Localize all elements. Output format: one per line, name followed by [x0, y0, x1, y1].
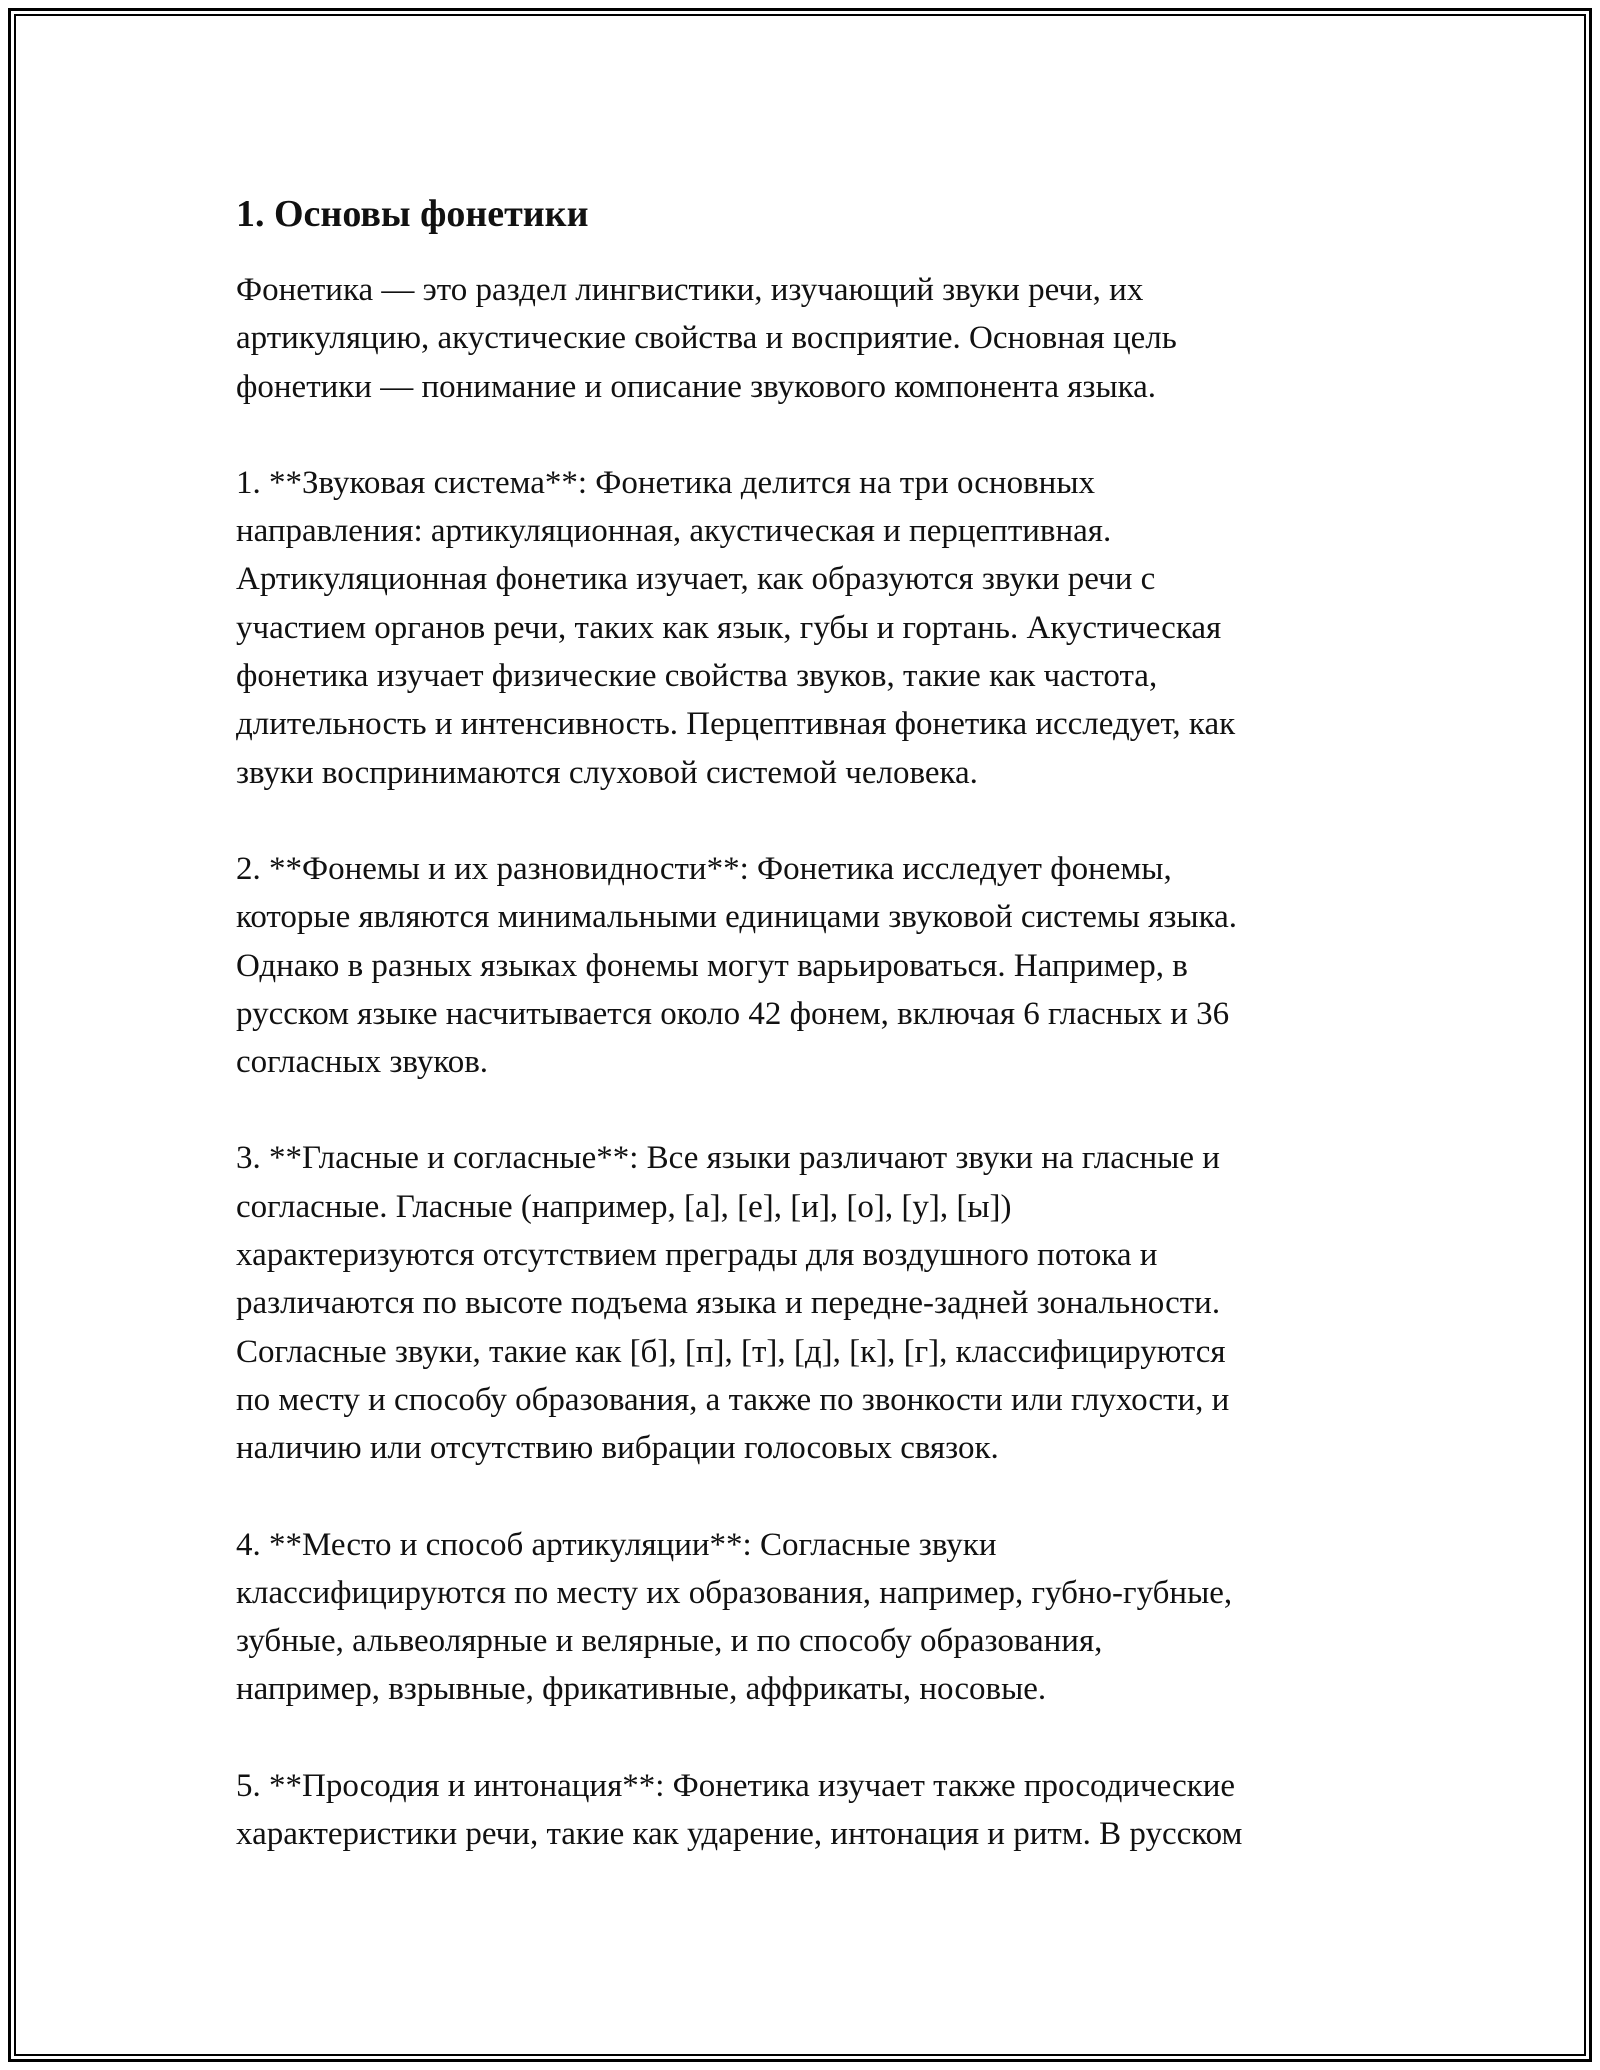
paragraph-articulation: 4. **Место и способ артикуляции**: Согласные звуки классифицируются по месту их образования, например, губно-губные, зубные, альвеолярные и велярные, и по способу образования, например, взрывные, фрикативные, аффрикаты, носовые.	[236, 1526, 1233, 1708]
paragraph-intro: Фонетика — это раздел лингвистики, изучающий звуки речи, их артикуляцию, акустические свойства и восприятие. Основная цель фонетики — понимание и описание звукового компонента языка.	[236, 272, 1177, 405]
paragraph-sound-system: 1. **Звуковая система**: Фонетика делится на три основных направления: артикуляционная, акустическая и перцептивная. Артикуляционная фонетика изучает, как образуются звуки речи с участием органов речи, таких как язык, губы и гортань. Акустическая фонетика изучает физические свойства звуков, такие как частота, длительность и интенсивность. Перцептивная фонетика исследует, как звуки воспринимаются слуховой системой человека.	[236, 464, 1236, 791]
section-heading: 1. Основы фонетики	[236, 193, 589, 235]
paragraph-prosody: 5. **Просодия и интонация**: Фонетика изучает также просодические характеристики речи, такие как ударение, интонация и ритм. В русском	[236, 1767, 1243, 1853]
paragraph-vowels-consonants: 3. **Гласные и согласные**: Все языки различают звуки на гласные и согласные. Гласные (например, [а], [е], [и], [о], [у], [ы]) характеризуются отсутствием преграды для воздушного потока и различаются по высоте подъема языка и передне-задней зональности. Согласные звуки, такие как [б], [п], [т], [д], [к], [г], классифицируются по месту и способу образования, а также по звонкости или глухости, и наличию или отсутствию вибрации голосовых связок.	[236, 1140, 1230, 1467]
paragraph-phonemes: 2. **Фонемы и их разновидности**: Фонетика исследует фонемы, которые являются минимальными единицами звуковой системы языка. Однако в разных языках фонемы могут варьироваться. Например, в русском языке насчитывается около 42 фонем, включая 6 гласных и 36 согласных звуков.	[236, 850, 1238, 1081]
document-body	[236, 186, 1376, 1906]
